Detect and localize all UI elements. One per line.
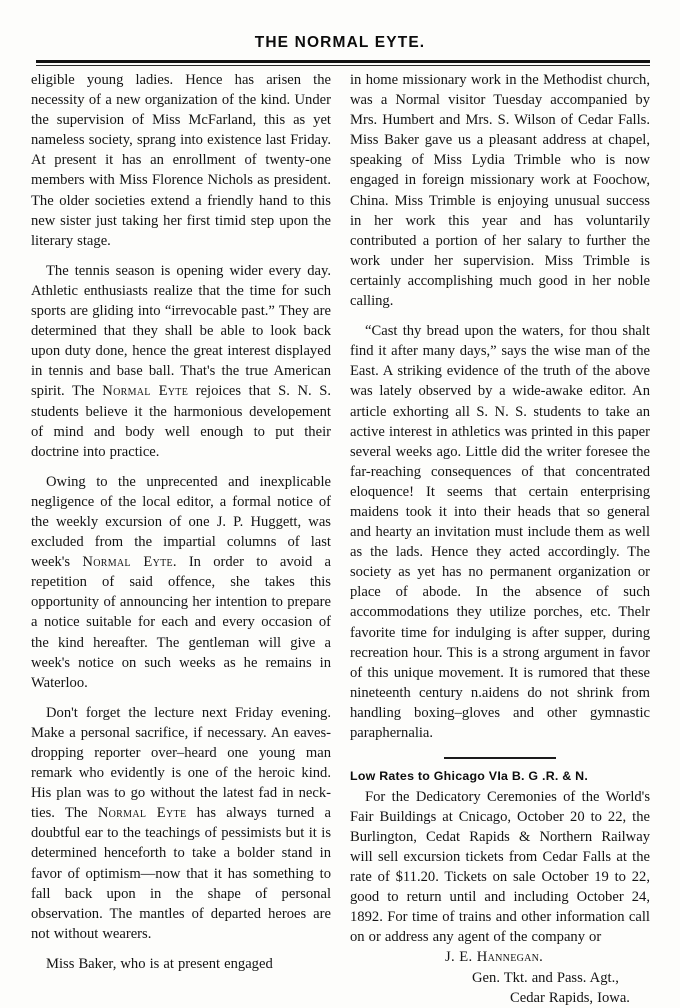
advertisement-signature-place: Cedar Rapids, Iowa.: [510, 989, 630, 1006]
paragraph-tennis: The tennis season is opening wider every day. Athletic enthusiasts realize that the time for such sports are gliding into “irrevocable past.” They are determined that they shall be able to look back upon duty done, hence the great interest displayed in tennis and base ball. That's the true American spirit. The Normal Eyte rejoices that S. N. S. students believe it the harmonious developement of mind and body well enough to put their doctrine into practice.: [31, 262, 331, 460]
paper-name-smallcaps: Normal Eyte: [102, 383, 189, 400]
running-head: [0, 34, 680, 52]
signature-name-text: J. E. Hannegan.: [445, 949, 544, 966]
paragraph-baker-start: Miss Baker, who is at present engaged: [46, 955, 273, 972]
paper-name-smallcaps: Normal Eyte: [97, 805, 187, 822]
column-right: [350, 70, 650, 1008]
paragraph-society: eligible young ladies. Hence has arisen the necessity of a new organization of the kind. Under the supervision of Miss McFarland, this as yet nameless society, sprang into existence last Friday. At present it has an enrollment of twenty-one members with Miss Florence Nichols as president. The older societies extend a friendly hand to this new sister just taking her first timid step upon the literary stage.: [31, 72, 331, 249]
advertisement-signature-title: Gen. Tkt. and Pass. Agt.,: [472, 969, 619, 986]
advertisement-signature-name: [350, 947, 650, 967]
masthead-rule-thick: [36, 60, 650, 63]
paragraph-lecture: Don't forget the lecture next Friday evening. Make a personal sacrifice, if necessary. An eaves-dropping reporter over–heard one young man remark who evidently is one of the heroic kind. His plan was to go without the latest fad in neck-ties. The Normal Eyte has always turned a doubtful ear to the teachings of pessimists but it is determined henceforth to take a bolder stand in favor of optimism—now that it has something to fall back upon in the shape of personal observation. The mantles of departed heroes are not without wearers.: [31, 704, 332, 942]
column-left: [31, 70, 331, 974]
body-columns: [0, 70, 680, 1006]
advertisement-body: For the Dedicatory Ceremonies of the World's Fair Buildings at Cnicago, October 20 to 22, the Burlington, Cedat Rapids & Northern Railway will sell excursion tickets from Cedar Falls at the rate of $11.20. Tickets on sale October 19 to 22, good to return until and including October 24, 1892. For time of trains and other information call on or address any agent of the company or: [350, 788, 650, 946]
paper-name-smallcaps: Normal Eyte: [82, 554, 173, 571]
paragraph-baker-continued: in home missionary work in the Methodist church, was a Normal visitor Tuesday accompanied by Mrs. Humbert and Mrs. S. Wilson of Cedar Falls. Miss Baker gave us a pleasant address at chapel, speaking of Miss Lydia Trimble who is now engaged in foreign missionary work at Foochow, China. Miss Trimble is enjoying unusual success in her work this year and has voluntarily contributed a portion of her salary to further the work under her supervision. Miss Trimble is certainly accomplishing much good in her noble calling.: [350, 72, 650, 310]
advertisement-block: [350, 768, 650, 1008]
paragraph-huggett: Owing to the unprecented and inexplicable negligence of the local editor, a formal notice of the weekly excursion of one J. P. Huggett, was excluded from the impartial columns of last week's Normal Eyte. In order to avoid a repetition of said offence, she takes this opportunity of announcing her intention to prepare a notice suitable for each and every occasion of the kind hereafter. The gentleman will give a week's notice on such weeks as he remains in Waterloo.: [31, 473, 332, 691]
section-divider-rule: [444, 757, 556, 759]
advertisement-headline: Low Rates to Ghicago VIa B. G .R. & N.: [350, 768, 589, 783]
masthead-rule-thin: [36, 65, 650, 66]
page-title: THE NORMAL EYTE.: [254, 34, 426, 51]
paragraph-cast-bread: “Cast thy bread upon the waters, for thou shalt find it after many days,” says the wise man of the East. A striking evidence of the truth of the above was lately observed by a wide-awake editor. An article exhorting all S. N. S. students to take an active interest in athletics was printed in this paper several weeks ago. Little did the writer foresee the far-reaching consequences of that concentrated eloquence! It seems that certain enterprising maidens took it into their heads that so general and hearty an invitation must include them as well as the lads. Hence they acted accordingly. The society as yet has no permanent organization or place of abode. In the absence of such accommodations they utilize porches, etc. Thelr favorite time for indulging is after supper, during recreation hour. This is a strong argument in favor of this unique movement. It is rumored that these nineteenth century n.aidens do not shrink from handling boxing–gloves and other gymnastic paraphernalia.: [350, 323, 650, 741]
